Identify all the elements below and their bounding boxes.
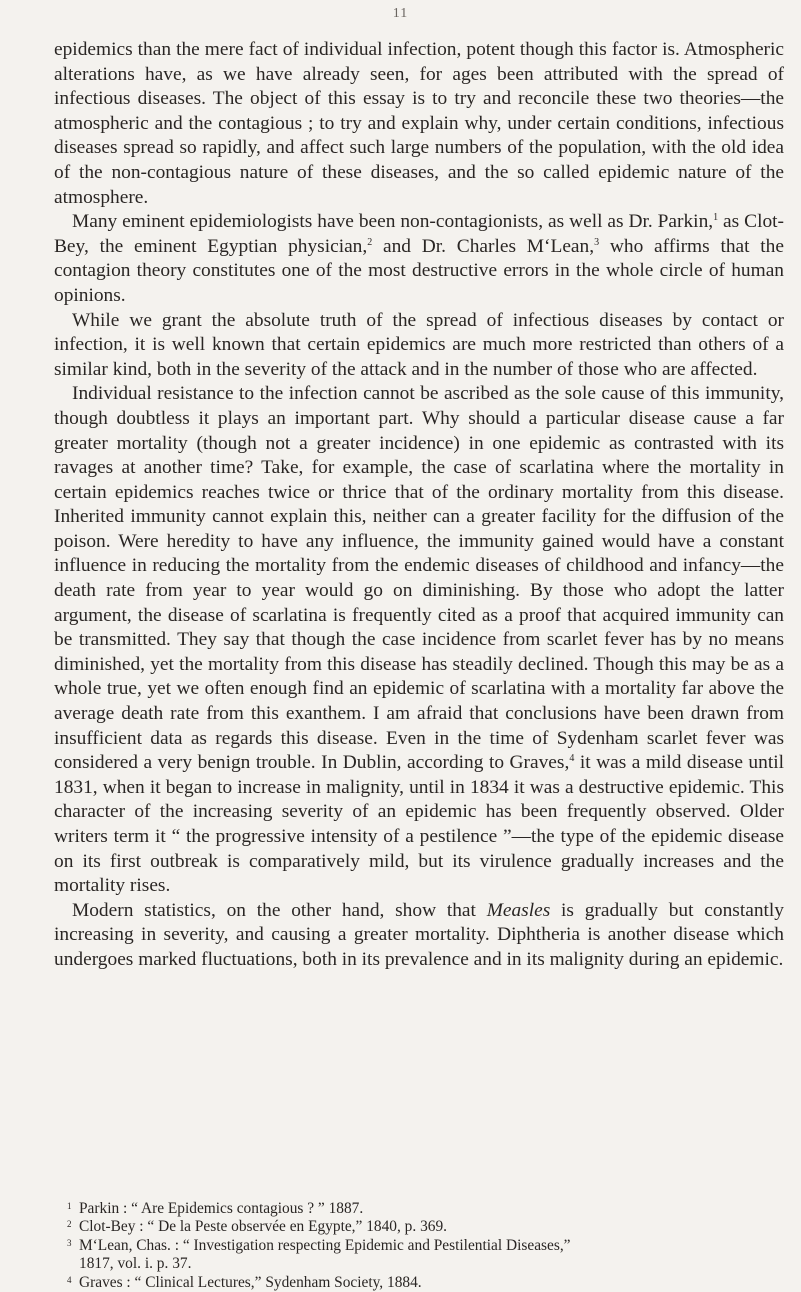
footnote-mark: 4 [67,1274,72,1285]
footnotes [67,1200,782,1292]
emphasis: Measles [486,899,551,921]
body-text [54,38,784,973]
footnote-mark: 1 [67,1201,72,1211]
paragraph [54,382,784,898]
page-number: 11 [392,6,409,21]
paragraph [54,899,784,973]
footnote-mark: 3 [67,1237,72,1248]
footnote-ref[interactable]: 4 [569,753,575,765]
footnote [67,1274,782,1292]
footnote-mark: 2 [67,1219,72,1230]
text-run: and Dr. Charles M‘Lean, [372,235,595,257]
paragraph: While we grant the absolute truth of the spread of infectious diseases by contact or infection, it is well known that certain epidemics are much more restricted than others of a similar kind, both in the severity of the attack and in the number of those who are affected. [54,309,784,380]
text-run: as Clot-Bey, the eminent Egyptian physician, [54,211,784,257]
footnote-text: Parkin : “ Are Epidemics contagious ? ” 1887. [79,1200,364,1217]
text-run: is gradually but constantly increasing in severity, and causing a greater mortality. Diphtheria is another disease which undergoes marked fluctuations, both in its prevalence and in its malignity during an epidemic. [54,899,784,970]
footnote [67,1218,782,1236]
footnote-text: M‘Lean, Chas. : “ Investigation respecting Epidemic and Pestilential Diseases,” [79,1236,571,1254]
footnote [67,1237,782,1274]
text-run: who affirms that the contagion theory constitutes one of the most destructive errors in the whole circle of human opinions. [54,235,784,306]
footnote-text: Graves : “ Clinical Lectures,” Sydenham Society, 1884. [79,1273,422,1291]
footnote-ref[interactable]: 2 [367,236,373,248]
footnote-text: Clot-Bey : “ De la Peste observée en Egypte,” 1840, p. 369. [79,1218,447,1236]
footnote [67,1200,782,1218]
footnote-text-continued: 1817, vol. i. p. 37. [79,1255,192,1273]
text-run: Individual resistance to the infection cannot be ascribed as the sole cause of this immunity, though doubtless it plays an important part. Why should a particular disease cause a far greater mortality (though not a greater incidence) in one epidemic as contrasted with its ravages at another time? Take, for example, the case of scarlatina where the mortality in certain epidemics reaches twice or thrice that of the ordinary mortality from this disease. Inherited immunity cannot explain this, neither can a greater facility for the diffusion of the poison. Were heredity to have any influence, the immunity gained would have a constant influence in reducing the mortality from the endemic diseases of childhood and infancy—the death rate from year to year would go on diminishing. By those who adopt the latter argument, the disease of scarlatina is frequently cited as a proof that acquired immunity can be transmitted. They say that though the case incidence from scarlet fever has by no means diminished, yet the mortality from this disease has steadily declined. Though this may be as a whole true, yet we often enough find an epidemic of scarlatina with a mortality far above the average death rate from this exanthem. I am afraid that conclusions have been drawn from insufficient data as regards this disease. Even in the time of Sydenham scarlet fever was considered a very benign trouble. In Dublin, according to Graves, [54,383,784,774]
text-run: Many eminent epidemiologists have been non-contagionists, as well as Dr. Parkin, [72,211,714,233]
footnote-ref[interactable]: 3 [594,236,600,248]
text-run: Modern statistics, on the other hand, show that [72,899,487,921]
footnote-ref[interactable]: 1 [713,212,719,224]
paragraph [54,210,784,308]
paragraph: epidemics than the mere fact of individual infection, potent though this factor is. Atmospheric alterations have, as we have already seen, for ages been attributed with the spread of infectious diseases. The object of this essay is to try and reconcile these two theories—the atmospheric and the contagious ; to try and explain why, under certain conditions, infectious diseases spread so rapidly, and affect such large numbers of the population, with the old idea of the non-contagious nature of these diseases, and the so called epidemic nature of the atmosphere. [54,39,784,208]
text-run: it was a mild disease until 1831, when it began to increase in malignity, until in 1834 it was a destructive epidemic. This character of the increasing severity of an epidemic has been frequently observed. Older writers term it “ the progressive intensity of a pestilence ”—the type of the epidemic disease on its first outbreak is comparatively mild, but its virulence gradually increases and the mortality rises. [54,752,784,897]
